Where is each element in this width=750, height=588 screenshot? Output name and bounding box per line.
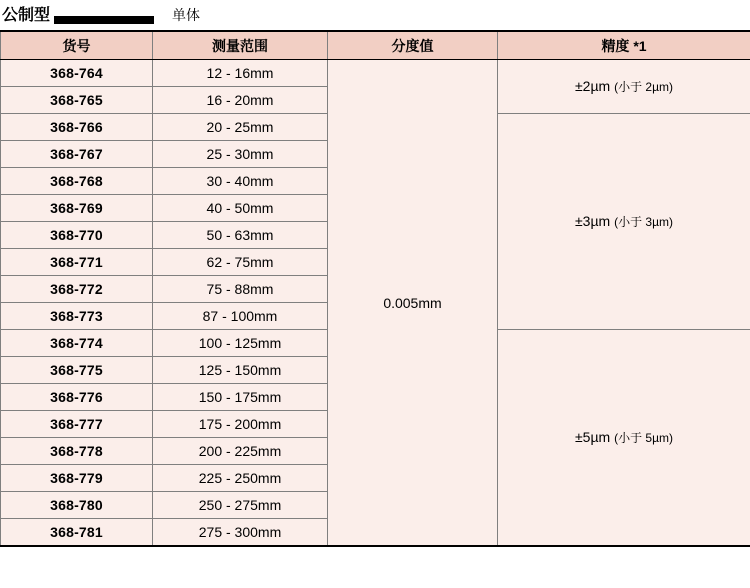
column-header-code: 货号: [1, 31, 153, 60]
title-rule: [54, 16, 154, 24]
page-subtitle: 单体: [172, 7, 200, 23]
cell-range: 75 - 88mm: [153, 276, 328, 303]
cell-code: 368-773: [1, 303, 153, 330]
specification-table: [0, 30, 750, 547]
cell-code: 368-769: [1, 195, 153, 222]
cell-range: 20 - 25mm: [153, 114, 328, 141]
cell-code: 368-774: [1, 330, 153, 357]
accuracy-value-2: ±3µm: [574, 213, 611, 229]
cell-range: 150 - 175mm: [153, 384, 328, 411]
cell-code: 368-772: [1, 276, 153, 303]
cell-range: 62 - 75mm: [153, 249, 328, 276]
cell-range: 25 - 30mm: [153, 141, 328, 168]
cell-code: 368-771: [1, 249, 153, 276]
cell-range: 12 - 16mm: [153, 60, 328, 87]
cell-code: 368-767: [1, 141, 153, 168]
cell-accuracy-group-2: [498, 114, 750, 330]
table-row: [1, 60, 750, 87]
accuracy-note-2: (小于 3µm): [614, 215, 673, 229]
cell-code: 368-766: [1, 114, 153, 141]
cell-range: 87 - 100mm: [153, 303, 328, 330]
cell-range: 275 - 300mm: [153, 519, 328, 547]
cell-code: 368-781: [1, 519, 153, 547]
cell-range: 50 - 63mm: [153, 222, 328, 249]
cell-range: 16 - 20mm: [153, 87, 328, 114]
cell-range: 30 - 40mm: [153, 168, 328, 195]
accuracy-value-1: ±2µm: [574, 78, 611, 94]
cell-code: 368-770: [1, 222, 153, 249]
cell-code: 368-779: [1, 465, 153, 492]
section-title-block: [2, 4, 154, 26]
table-body: [1, 60, 750, 547]
cell-range: 100 - 125mm: [153, 330, 328, 357]
table-head: [1, 31, 750, 60]
cell-graduation: 0.005mm: [328, 60, 498, 547]
cell-code: 368-764: [1, 60, 153, 87]
cell-code: 368-776: [1, 384, 153, 411]
cell-range: 125 - 150mm: [153, 357, 328, 384]
cell-code: 368-780: [1, 492, 153, 519]
accuracy-value-3: ±5µm: [574, 429, 611, 445]
cell-accuracy-group-3: [498, 330, 750, 547]
page-title: 公制型: [2, 7, 51, 24]
cell-code: 368-775: [1, 357, 153, 384]
cell-code: 368-765: [1, 87, 153, 114]
section-header: [0, 0, 750, 30]
accuracy-note-1: (小于 2µm): [614, 80, 673, 94]
column-header-accuracy: 精度 *1: [498, 31, 750, 60]
cell-range: 175 - 200mm: [153, 411, 328, 438]
column-header-graduation: 分度值: [328, 31, 498, 60]
cell-range: 225 - 250mm: [153, 465, 328, 492]
cell-code: 368-777: [1, 411, 153, 438]
cell-range: 40 - 50mm: [153, 195, 328, 222]
cell-range: 250 - 275mm: [153, 492, 328, 519]
cell-code: 368-778: [1, 438, 153, 465]
cell-code: 368-768: [1, 168, 153, 195]
accuracy-note-3: (小于 5µm): [614, 431, 673, 445]
table-header-row: [1, 31, 750, 60]
cell-accuracy-group-1: [498, 60, 750, 114]
cell-range: 200 - 225mm: [153, 438, 328, 465]
column-header-range: 测量范围: [153, 31, 328, 60]
